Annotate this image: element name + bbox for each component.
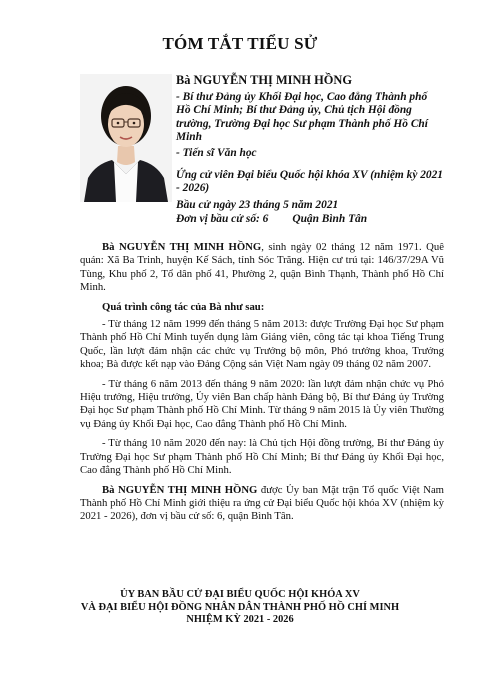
biography-body	[80, 241, 444, 530]
career-item-2: - Từ tháng 6 năm 2013 đến tháng 9 năm 2020: lần lượt đảm nhận chức vụ Phó Hiệu trưởng, Hiệu trưởng, Ủy viên Ban chấp hành Đảng bộ, Bí thư Đảng ủy Trường Đại học Sư phạm Thành phố Hồ Chí Minh. Từ tháng 9 năm 2015 là Ủy viên Thường vụ Đảng ủy Khối Đại học, Cao đẳng Thành phố Hồ Chí Minh.	[80, 377, 444, 430]
intro-text: , sinh ngày 02 tháng 12 năm 1971. Quê quán: Xã Ba Trinh, huyện Kế Sách, tỉnh Sóc Trăng. Hiện cư trú tại: 146/37/29A Vũ Tùng, Khu phố 2, Tổ dân phố 41, Phường 2, quận Bình Thạnh, Thành phố Hồ Chí Minh.	[80, 241, 444, 294]
career-heading: Quá trình công tác của Bà như sau:	[102, 300, 265, 313]
career-item-3: - Từ tháng 10 năm 2020 đến nay: là Chủ tịch Hội đồng trường, Bí thư Đảng ủy Trường Đại học Sư phạm Thành phố Hồ Chí Minh; Bí thư Đảng ủy Khối Đại học, Cao đẳng Thành phố Hồ Chí Minh.	[80, 437, 444, 477]
electoral-unit	[176, 213, 444, 227]
candidate-degree: - Tiến sĩ Văn học	[176, 146, 257, 159]
intro-name: Bà NGUYỄN THỊ MINH HỒNG	[102, 241, 262, 253]
candidate-header	[176, 74, 444, 228]
intro-paragraph	[80, 241, 444, 295]
portrait-image	[80, 74, 172, 202]
closing-text: được Ủy ban Mặt trận Tổ quốc Việt Nam Thành phố Hồ Chí Minh giới thiệu ra ứng cử Đại biểu Quốc hội khóa XV (nhiệm kỳ 2021 - 2026), đơn vị bầu cử số: 6, quận Bình Tân.	[80, 483, 444, 523]
election-date: Bầu cử ngày 23 tháng 5 năm 2021	[176, 198, 339, 211]
electoral-unit-label: Đơn vị bầu cử số: 6	[176, 213, 269, 226]
page-title: TÓM TẮT TIỂU SỬ	[162, 34, 318, 53]
portrait-photo	[80, 74, 172, 202]
closing-name: Bà NGUYỄN THỊ MINH HỒNG	[102, 483, 258, 496]
candidate-role: - Bí thư Đảng ủy Khối Đại học, Cao đẳng Thành phố Hồ Chí Minh; Bí thư Đảng ủy, Chủ tịch Hội đồng trường, Trường Đại học Sư phạm Thành phố Hồ Chí Minh	[176, 90, 428, 144]
electoral-unit-district: Quận Bình Tân	[292, 213, 368, 226]
candidacy-line: Ứng cử viên Đại biểu Quốc hội khóa XV (nhiệm kỳ 2021 - 2026)	[176, 168, 444, 195]
career-item-1: - Từ tháng 12 năm 1999 đến tháng 5 năm 2013: được Trường Đại học Sư phạm Thành phố Hồ Chí Minh tuyển dụng làm Giảng viên, công tác tại khoa Tiếng Trung Quốc, lần lượt đảm nhận các chức vụ Trưởng bộ môn, Phó trưởng khoa, Trưởng khoa; Bà được kết nạp vào Đảng Cộng sản Việt Nam ngày 09 tháng 02 năm 2007.	[80, 318, 444, 371]
footer-line-2: VÀ ĐẠI BIỂU HỘI ĐỒNG NHÂN DÂN THÀNH PHỐ HỒ CHÍ MINH	[80, 601, 400, 613]
footer-line-1: ỦY BAN BẦU CỬ ĐẠI BIỂU QUỐC HỘI KHÓA XV	[120, 589, 360, 600]
closing-paragraph	[80, 484, 444, 524]
candidate-name: Bà NGUYỄN THỊ MINH HỒNG	[176, 73, 353, 87]
footer-line-3: NHIỆM KỲ 2021 - 2026	[186, 614, 294, 626]
committee-footer	[60, 589, 420, 627]
